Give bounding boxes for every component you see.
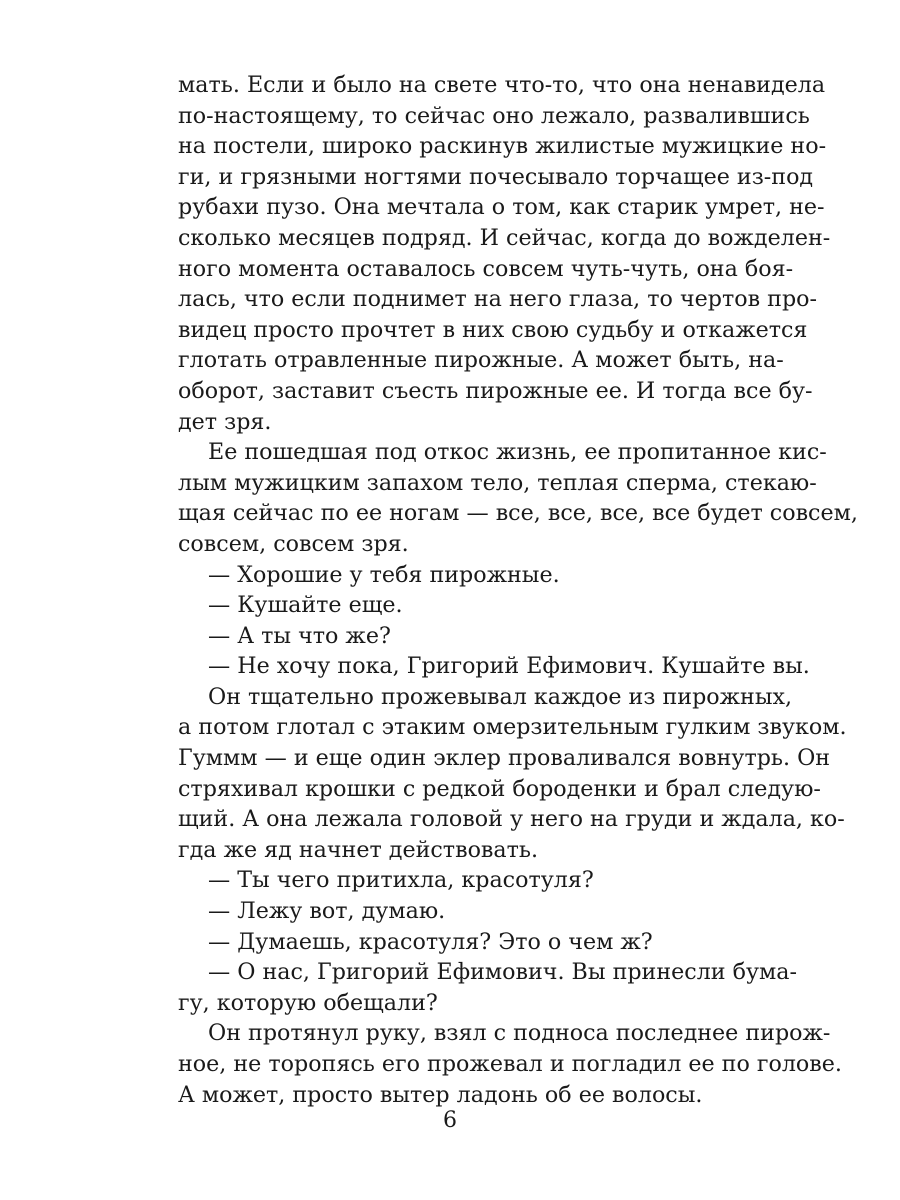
text-line: дет зря. [178, 408, 272, 435]
text-line: гу, которую обещали? [178, 989, 438, 1016]
text-line: щая сейчас по ее ногам — все, все, все, все будет совсем, [178, 500, 858, 527]
text-line: щий. А она лежала головой у него на груди и ждала, ко- [178, 806, 845, 833]
text-line: А может, просто вытер ладонь об ее волосы. [178, 1081, 703, 1108]
page-body-text [178, 70, 858, 1110]
text-line: видец просто прочтет в них свою судьбу и откажется [178, 316, 808, 343]
text-line: рубахи пузо. Она мечтала о том, как старик умрет, не- [178, 194, 825, 221]
text-line: на постели, широко раскинув жилистые мужицкие но- [178, 133, 827, 160]
text-line: по-настоящему, то сейчас оно лежало, развалившись [178, 102, 810, 129]
dialogue-line: — О нас, Григорий Ефимович. Вы принесли бума- [208, 959, 798, 986]
dialogue-line: — Думаешь, красотуля? Это о чем ж? [208, 928, 653, 955]
dialogue-line: — Не хочу пока, Григорий Ефимович. Кушайте вы. [208, 653, 810, 680]
text-line: глотать отравленные пирожные. А может быть, на- [178, 347, 784, 374]
text-line: ного момента оставалось совсем чуть-чуть, она боя- [178, 255, 794, 282]
text-line: сколько месяцев подряд. И сейчас, когда до вожделен- [178, 224, 831, 251]
text-line: Он протянул руку, взял с подноса последнее пирож- [208, 1020, 831, 1047]
text-line: оборот, заставит съесть пирожные ее. И тогда все бу- [178, 377, 813, 404]
page-number: 6 [443, 1108, 457, 1133]
dialogue-line: — Кушайте еще. [208, 592, 403, 619]
text-line: Он тщательно прожевывал каждое из пирожных, [208, 683, 793, 710]
dialogue-line: — Хорошие у тебя пирожные. [208, 561, 560, 588]
text-line: гда же яд начнет действовать. [178, 836, 539, 863]
text-line: лась, что если поднимет на него глаза, то чертов про- [178, 286, 817, 313]
text-line: стряхивал крошки с редкой бороденки и брал следую- [178, 775, 821, 802]
text-line: ное, не торопясь его прожевал и погладил ее по голове. [178, 1051, 842, 1077]
text-line: а потом глотал с этаким омерзительным гулким звуком. [178, 714, 847, 741]
text-line: Гуммм — и еще один эклер проваливался вовнутрь. Он [178, 745, 831, 772]
dialogue-line: — А ты что же? [208, 622, 391, 649]
text-line: мать. Если и было на свете что-то, что она ненавидела [178, 72, 826, 98]
dialogue-line: — Лежу вот, думаю. [208, 898, 446, 925]
text-line: совсем, совсем зря. [178, 530, 409, 557]
dialogue-line: — Ты чего притихла, красотуля? [208, 867, 594, 894]
text-line: ги, и грязными ногтями почесывало торчащее из-под [178, 163, 814, 190]
text-line: Ее пошедшая под откос жизнь, ее пропитанное кис- [208, 439, 827, 466]
text-line: лым мужицким запахом тело, теплая сперма, стекаю- [178, 469, 817, 496]
